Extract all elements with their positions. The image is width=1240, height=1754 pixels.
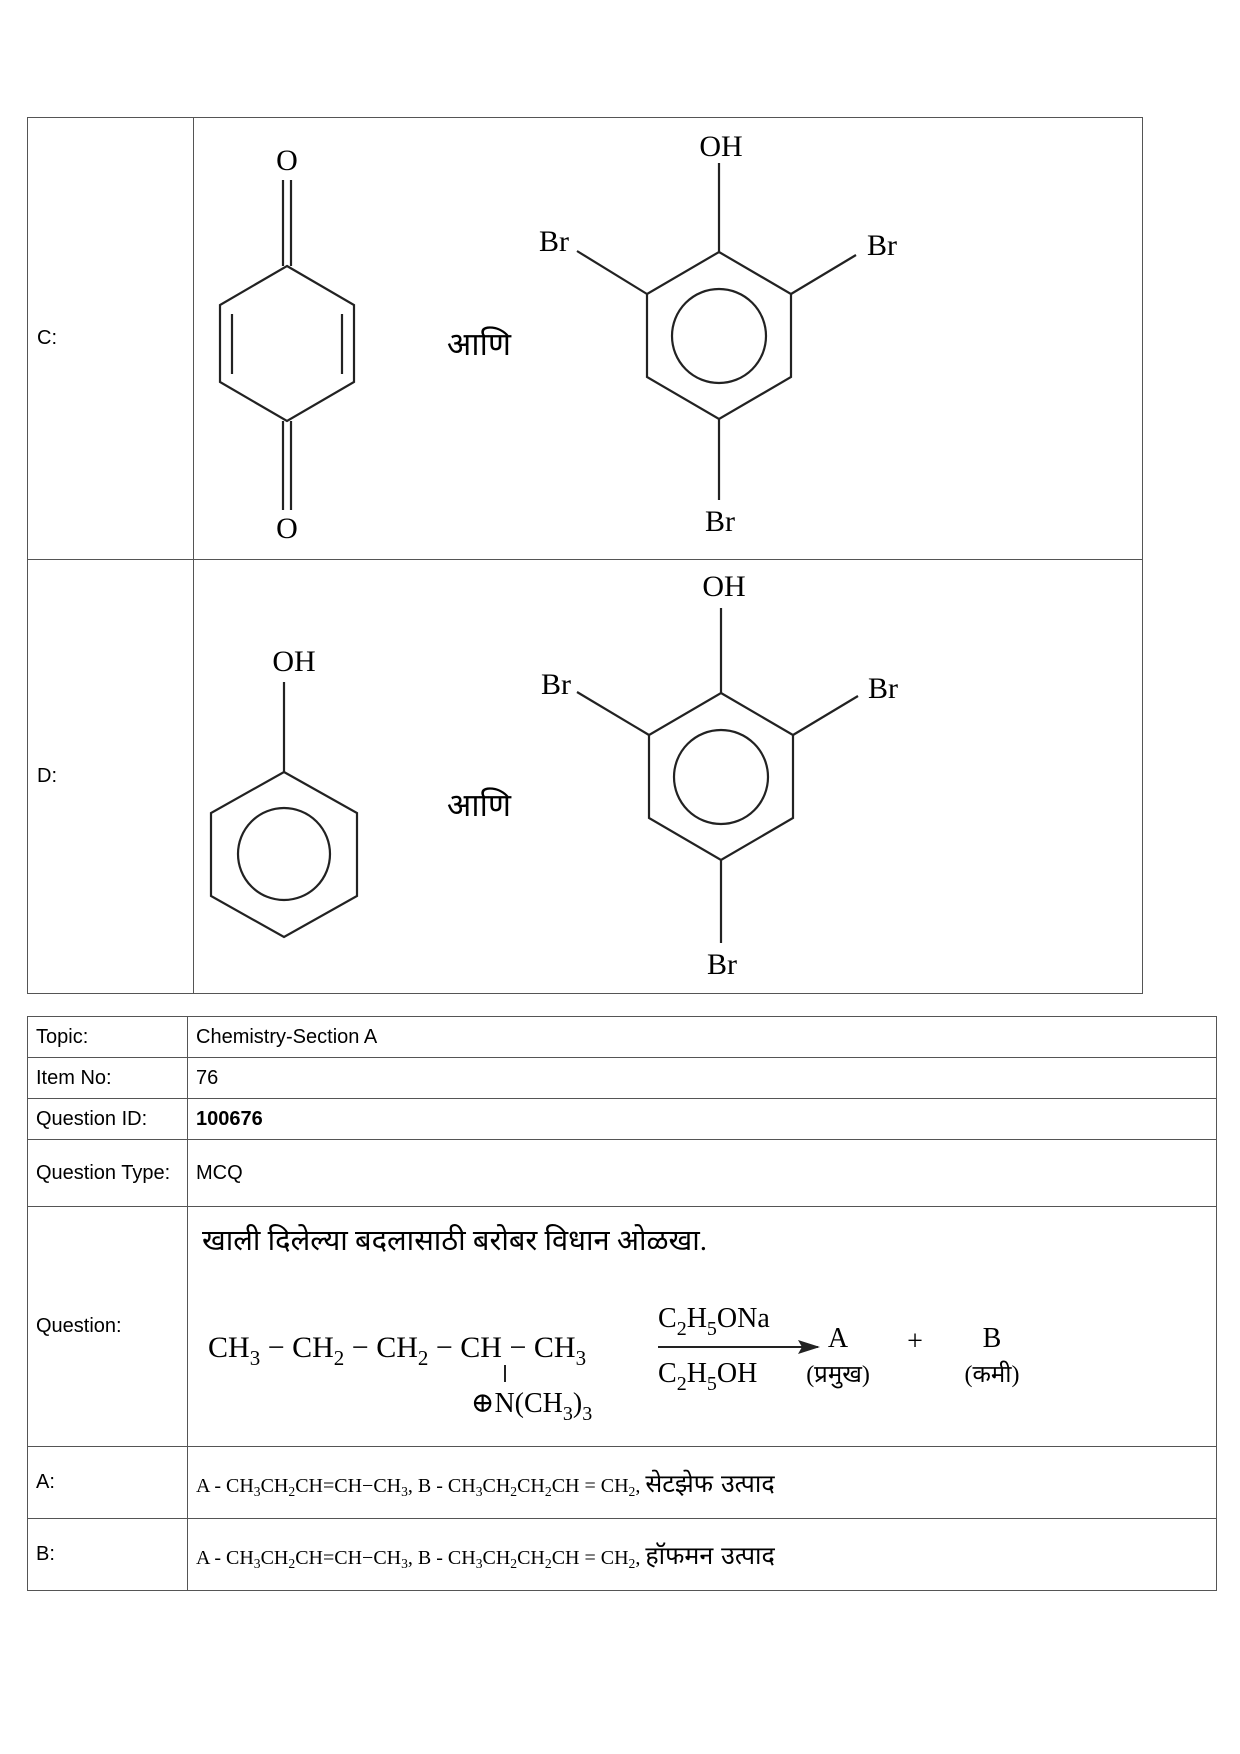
- reactant: $CH_3 - CH_2 - CH_2$ − CH − $CH_3$: [208, 1331, 587, 1370]
- oh-label: OH: [702, 570, 746, 603]
- item-key: Item No:: [28, 1058, 188, 1099]
- phenol-oh-label: OH: [272, 645, 316, 678]
- option-a-label[interactable]: A:: [28, 1447, 188, 1519]
- br-left-label: Br: [539, 225, 569, 258]
- question-id-value: 100676: [188, 1099, 1217, 1140]
- oh-label: OH: [699, 130, 743, 163]
- option-a-word: सेटझेफ उत्पाद: [645, 1468, 775, 1498]
- reagent-bottom: $C_2H_5OH$: [658, 1358, 758, 1395]
- question-body: [188, 1207, 1217, 1447]
- product-b: B: [982, 1323, 1002, 1354]
- question-key: Question:: [28, 1207, 188, 1447]
- topic-value: Chemistry-Section A: [188, 1017, 1217, 1058]
- option-b-row: [28, 1519, 1217, 1591]
- options-table: [27, 117, 1143, 994]
- option-d-row: [28, 560, 1143, 994]
- item-value: 76: [188, 1058, 1217, 1099]
- tribromophenol-ring: [647, 252, 791, 419]
- question-type-value: MCQ: [188, 1140, 1217, 1207]
- question-id-row: [28, 1099, 1217, 1140]
- connector-word: आणि: [446, 787, 512, 823]
- topic-row: [28, 1017, 1217, 1058]
- connector-word: आणि: [446, 326, 512, 362]
- option-c-structures: [194, 118, 1142, 554]
- option-a-text[interactable]: [188, 1447, 1217, 1519]
- br-bottom-label: Br: [705, 505, 735, 538]
- option-c-label[interactable]: C:: [28, 118, 194, 560]
- option-b-text[interactable]: [188, 1519, 1217, 1591]
- plus-sign: +: [907, 1326, 923, 1357]
- topic-key: Topic:: [28, 1017, 188, 1058]
- option-c-figure: [194, 118, 1143, 560]
- question-row: [28, 1207, 1217, 1447]
- phenol-ring: [211, 772, 357, 937]
- option-d-label[interactable]: D:: [28, 560, 194, 994]
- product-a: A: [827, 1323, 849, 1354]
- option-b-word: हॉफमन उत्पाद: [645, 1540, 775, 1570]
- quinone-o-top: O: [276, 144, 298, 177]
- question-id-key: Question ID:: [28, 1099, 188, 1140]
- quinone-o-bottom: O: [276, 512, 298, 545]
- br-right-label: Br: [868, 672, 898, 705]
- question-type-row: [28, 1140, 1217, 1207]
- product-b-note: (कमी): [964, 1362, 1020, 1388]
- br-right-label: Br: [867, 229, 897, 262]
- option-a-formula: $A - CH_3CH_2CH=CH-CH_3$, $B - CH_3CH_2CH_2CH = CH_2$,: [196, 1474, 641, 1499]
- reagent-top: $C_2H_5ONa$: [658, 1303, 770, 1340]
- option-a-row: [28, 1447, 1217, 1519]
- option-d-structures: [194, 560, 1142, 988]
- quinone-ring: [220, 266, 354, 421]
- br-left-label: Br: [541, 668, 571, 701]
- question-text: खाली दिलेल्या बदलासाठी बरोबर विधान ओळखा.: [202, 1225, 708, 1257]
- option-c-row: [28, 118, 1143, 560]
- item-row: [28, 1058, 1217, 1099]
- option-d-figure: [194, 560, 1143, 994]
- question-svg: [188, 1207, 1216, 1440]
- option-b-label[interactable]: B:: [28, 1519, 188, 1591]
- substituent: $\oplus N(CH_3)_3$: [471, 1388, 593, 1425]
- product-a-note: (प्रमुख): [806, 1362, 870, 1388]
- tribromophenol-ring: [649, 693, 793, 860]
- option-b-formula: $A - CH_3CH_2CH=CH-CH_3$, $B - CH_3CH_2CH_2CH = CH_2$,: [196, 1546, 641, 1571]
- br-bottom-label: Br: [707, 948, 737, 981]
- question-type-key: Question Type:: [28, 1140, 188, 1207]
- question-table: [27, 1016, 1217, 1591]
